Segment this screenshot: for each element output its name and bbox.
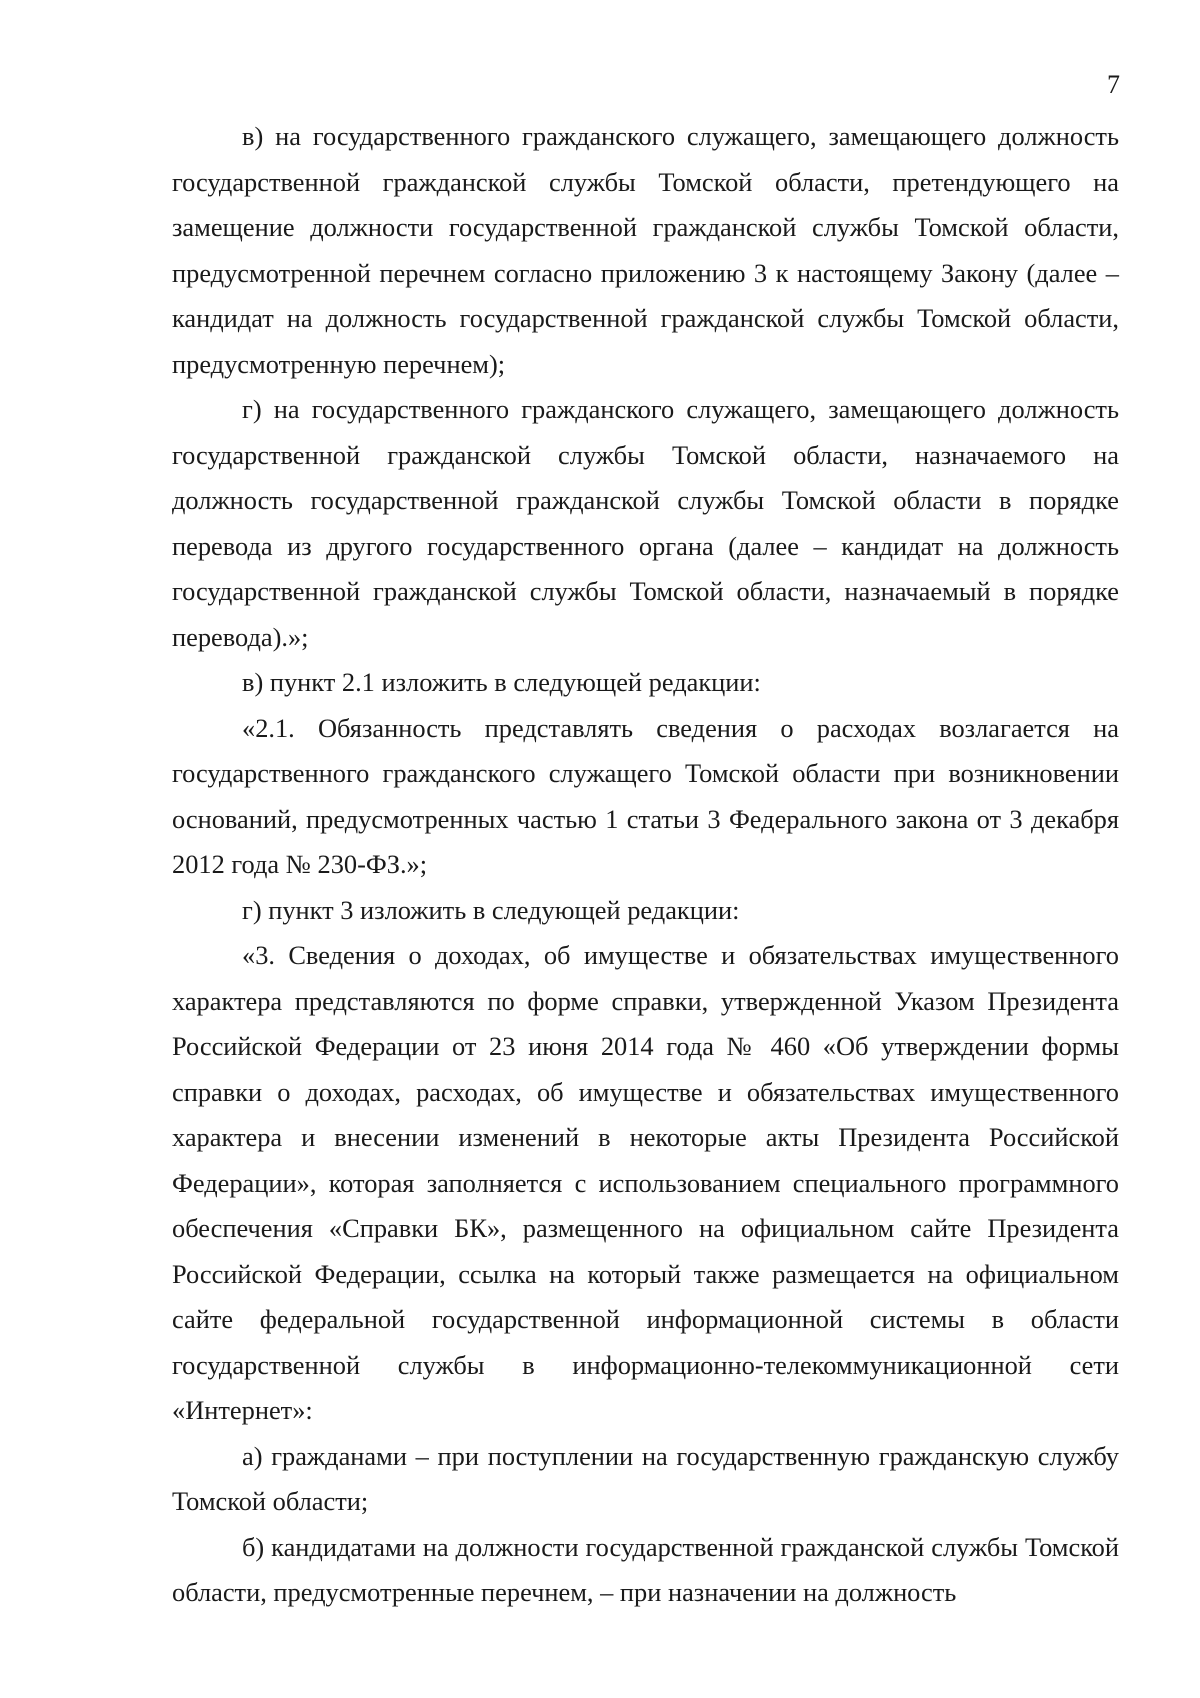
paragraph-g-item-3-amendment: г) пункт 3 изложить в следующей редакции: <box>242 894 740 925</box>
paragraph-item-2-1-text: «2.1. Обязанность представлять сведения о расходах возлагается на государственного гражданского служащего Томской области при возникновении оснований, предусмотренных частью 1 статьи 3 Федерального закона от 3 декабря 2012 года № 230-ФЗ.»; <box>172 712 1119 879</box>
paragraph-v-item-2-1-amendment: в) пункт 2.1 изложить в следующей редакции: <box>242 667 761 697</box>
paragraph-a-citizens: а) гражданами – при поступлении на государственную гражданскую службу Томской области; <box>172 1440 1119 1516</box>
paragraph-g-transfer-candidate: г) на государственного гражданского служащего, замещающего должность государственной гражданской службы Томской области, назначаемого на должность государственной гражданской службы Томской области в порядке перевода из другого государственного органа (далее – кандидат на должность государственной гражданской службы Томской области, назначаемый в порядке перевода).»; <box>172 394 1119 652</box>
paragraph-v-civil-servant-candidate: в) на государственного гражданского служащего, замещающего должность государственной гражданской службы Томской области, претендующего на замещение должности государственной гражданской службы Томской области, предусмотренной перечнем согласно приложению 3 к настоящему Закону (далее – кандидат на должность государственной гражданской службы Томской области, предусмотренную перечнем); <box>172 121 1119 379</box>
document-body <box>172 114 1119 1616</box>
paragraph-item-3-text: «3. Сведения о доходах, об имуществе и обязательствах имущественного характера представляются по форме справки, утвержденной Указом Президента Российской Федерации от 23 июня 2014 года № 460 «Об утверждении формы справки о доходах, расходах, об имуществе и обязательствах имущественного характера и внесении изменений в некоторые акты Президента Российской Федерации», которая заполняется с использованием специального программного обеспечения «Справки БК», размещенного на официальном сайте Президента Российской Федерации, ссылка на который также размещается на официальном сайте федеральной государственной информационной системы в области государственной службы в информационно-телекоммуникационной сети «Интернет»: <box>172 940 1119 1425</box>
paragraph-b-candidates: б) кандидатами на должности государственной гражданской службы Томской области, предусмотренные перечнем, – при назначении на должность <box>172 1531 1119 1607</box>
page-number: 7 <box>1107 70 1120 99</box>
